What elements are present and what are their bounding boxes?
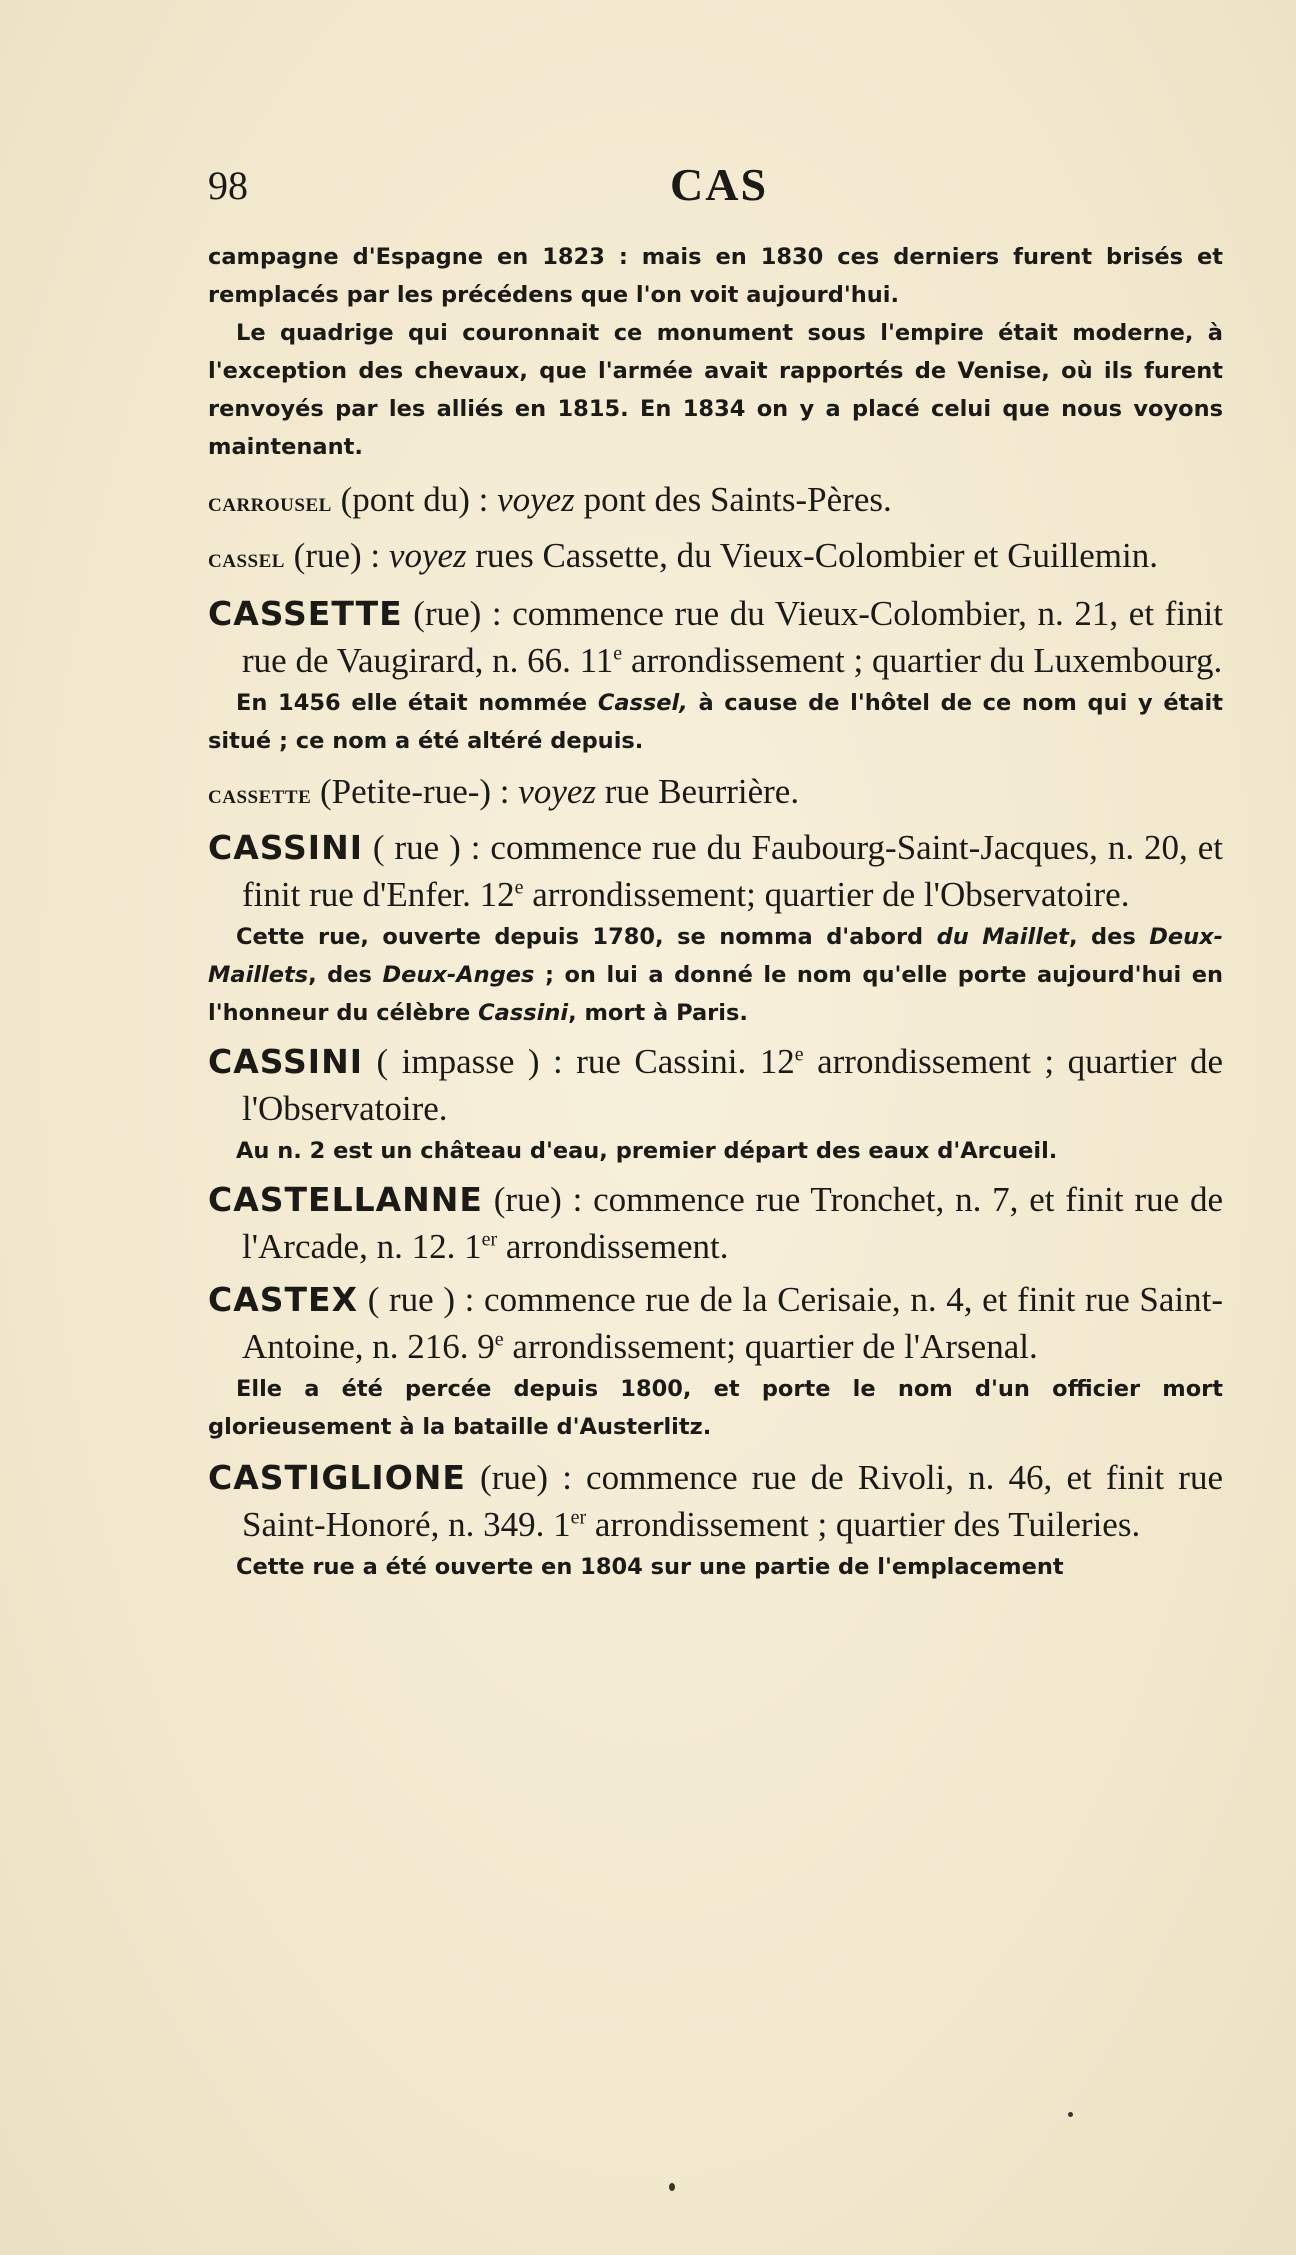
entry-text: rues Cassette, du Vieux-Colombier et Guillemin. [466, 536, 1158, 575]
entry-head: CASSETTE [208, 594, 403, 633]
entry-sup: e [514, 876, 524, 899]
note-text: à cause de l'hôtel de ce nom qui y était situé ; ce nom a été altéré depuis. [208, 690, 1223, 754]
note-castex: Elle a été percée depuis 1800, et porte le nom d'un officier mort glorieusement à la bataille d'Austerlitz. [208, 1376, 1223, 1440]
entry-ref: voyez [518, 772, 597, 811]
entry-sup: er [570, 1506, 587, 1529]
entry-head: carrousel [208, 487, 332, 517]
note-cassini [208, 918, 1223, 1032]
note-italic: Cassini [478, 1000, 569, 1026]
entry-text: arrondissement; quartier de l'Arsenal. [503, 1327, 1038, 1366]
entry-text: ( impasse ) : rue Cassini. 12 [362, 1042, 795, 1081]
entry-petite-cassette [208, 768, 1223, 818]
paper-speck [669, 2183, 675, 2191]
intro-paragraph-1: campagne d'Espagne en 1823 : mais en 1830 ces derniers furent brisés et remplacés par les précédens que l'on voit aujourd'hui. [208, 244, 1223, 308]
entry-sup: e [613, 642, 623, 665]
entry-cassini-impasse [208, 1038, 1223, 1132]
entry-text: arrondissement ; quartier du Luxembourg. [622, 641, 1223, 680]
entry-sup: e [794, 1043, 804, 1066]
entry-cassel [208, 532, 1223, 582]
note-text: , des [308, 962, 383, 988]
entry-text: ( rue ) : commence rue du Faubourg-Saint-Jacques, n. 20, et finit rue d'Enfer. 12 [242, 828, 1223, 914]
intro-paragraph-2: Le quadrige qui couronnait ce monument sous l'empire était moderne, à l'exception des chevaux, que l'armée avait rapportés de Venise, où ils furent renvoyés par les alliés en 1815. En 1834 on y a placé celui que nous voyons maintenant. [208, 320, 1223, 460]
entry-head: CASSINI [208, 828, 363, 867]
entry-head: cassel [208, 543, 285, 573]
entry-text: arrondissement; quartier de l'Observatoire. [523, 875, 1130, 914]
entry-text: arrondissement ; quartier de l'Observatoire. [242, 1042, 1223, 1128]
note-cassette [208, 684, 1223, 760]
entry-castex [208, 1276, 1223, 1370]
note-italic: du Maillet [936, 924, 1069, 950]
entry-cassette [208, 590, 1223, 684]
entry-text: (rue) : [284, 536, 389, 575]
entry-text: rue Beurrière. [596, 772, 800, 811]
entry-head: cassette [208, 779, 312, 809]
entry-text: (rue) : commence rue de Rivoli, n. 46, et finit rue Saint-Honoré, n. 349. 1 [242, 1458, 1223, 1544]
note-castiglione: Cette rue a été ouverte en 1804 sur une partie de l'emplacement [236, 1554, 1064, 1580]
entry-head: CASSINI [208, 1042, 363, 1081]
entry-ref: voyez [497, 480, 575, 519]
entry-text: (rue) : commence rue du Vieux-Colombier, n. 21, et finit rue de Vaugirard, n. 66. 11 [242, 594, 1223, 680]
entry-cassini [208, 824, 1223, 918]
page-body [208, 238, 1223, 1586]
entry-carrousel [208, 476, 1223, 526]
entry-ref: voyez [388, 536, 467, 575]
entry-text: arrondissement ; quartier des Tuileries. [586, 1505, 1141, 1544]
note-italic: Deux-Maillets [208, 924, 1224, 988]
note-text: Cette rue, ouverte depuis 1780, se nomma d'abord [236, 924, 937, 950]
running-head: CAS [670, 159, 769, 210]
entry-text: ( rue ) : commence rue de la Cerisaie, n. 4, et finit rue Saint-Antoine, n. 216. 9 [242, 1280, 1223, 1366]
entry-head: CASTELLANNE [208, 1180, 483, 1219]
entry-text: pont des Saints-Pères. [574, 480, 892, 519]
entry-sup: e [494, 1328, 504, 1351]
entry-castellanne [208, 1176, 1223, 1270]
note-italic: Deux-Anges [382, 962, 535, 988]
note-italic: Cassel, [597, 690, 688, 716]
note-cassini-impasse: Au n. 2 est un château d'eau, premier départ des eaux d'Arcueil. [236, 1138, 1058, 1164]
entry-head: CASTIGLIONE [208, 1458, 466, 1497]
entry-text: (pont du) : [331, 480, 498, 519]
entry-text: (Petite-rue-) : [311, 772, 519, 811]
note-text: , mort à Paris. [568, 1000, 748, 1026]
page-number: 98 [208, 163, 248, 208]
note-text: , des [1068, 924, 1150, 950]
paper-speck [1068, 2112, 1073, 2117]
note-text: En 1456 elle était nommée [236, 690, 598, 716]
entry-sup: er [481, 1228, 498, 1251]
entry-head: CASTEX [208, 1280, 359, 1319]
note-text: ; on lui a donné le nom qu'elle porte aujourd'hui en l'honneur du célèbre [208, 962, 1223, 1026]
entry-text: arrondissement. [497, 1227, 729, 1266]
entry-text: (rue) : commence rue Tronchet, n. 7, et finit rue de l'Arcade, n. 12. 1 [242, 1180, 1223, 1266]
entry-castiglione [208, 1454, 1223, 1548]
page-header [208, 159, 1208, 222]
